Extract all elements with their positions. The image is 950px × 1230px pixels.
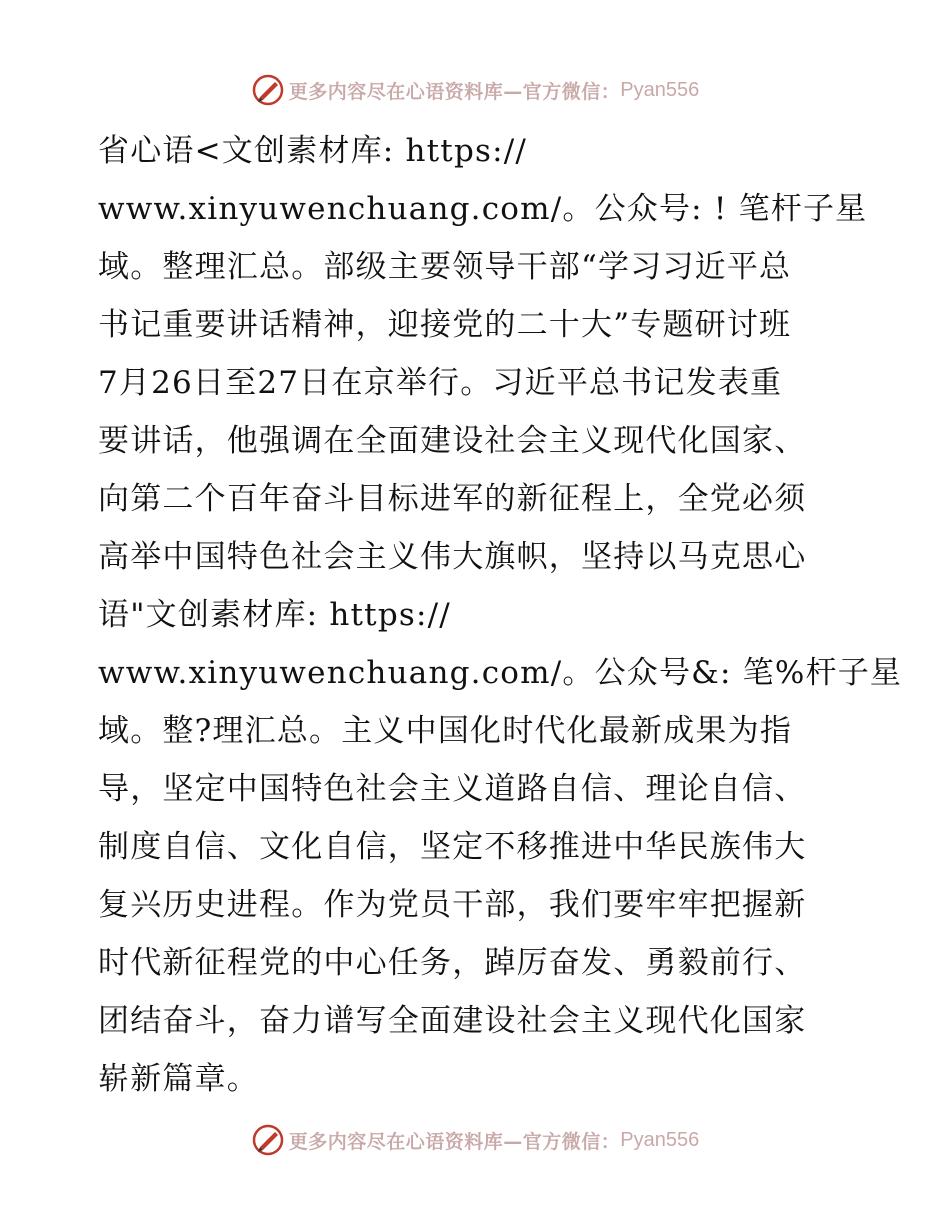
text-line: 要讲话，他强调在全面建设社会主义现代化国家、	[98, 423, 807, 459]
text-line: 语"文创素材库: https://	[98, 597, 451, 633]
text-line: 崭新篇章。	[98, 1061, 259, 1097]
header-banner	[0, 70, 950, 110]
text-line: 导，坚定中国特色社会主义道路自信、理论自信、	[98, 771, 807, 807]
text-line: 制度自信、文化自信，坚定不移推进中华民族伟大	[98, 829, 807, 865]
text-line: 省心语<文创素材库: https://	[98, 133, 528, 169]
footer-banner	[0, 1120, 950, 1160]
text-line: 时代新征程党的中心任务，踔厉奋发、勇毅前行、	[98, 945, 807, 981]
text-line: 域。整理汇总。部级主要领导干部“学习习近平总	[98, 249, 792, 285]
text-line: 7月26日至27日在京举行。习近平总书记发表重	[98, 365, 783, 401]
text-line: 域。整?理汇总。主义中国化时代化最新成果为指	[98, 713, 793, 749]
document-body	[98, 122, 903, 1108]
footer-banner-text: 更多内容尽在心语资料库—官方微信：	[288, 1130, 621, 1153]
text-line: 团结奋斗，奋力谱写全面建设社会主义现代化国家	[98, 1003, 807, 1039]
text-line: 向第二个百年奋斗目标进军的新征程上，全党必须	[98, 481, 807, 517]
footer-wechat-id: Pyan556	[620, 1128, 700, 1151]
text-line: www.xinyuwenchuang.com/。公众号&: 笔%杆子星	[98, 655, 903, 691]
header-wechat-id: Pyan556	[620, 78, 700, 101]
text-line: 复兴历史进程。作为党员干部，我们要牢牢把握新	[98, 887, 807, 923]
text-line: 书记重要讲话精神，迎接党的二十大”专题研讨班	[98, 307, 792, 343]
text-line: www.xinyuwenchuang.com/。公众号: ! 笔杆子星	[98, 191, 868, 227]
logo-icon	[251, 73, 285, 107]
header-banner-text: 更多内容尽在心语资料库—官方微信：	[288, 80, 621, 103]
logo-icon	[251, 1123, 285, 1157]
text-line: 高举中国特色社会主义伟大旗帜，坚持以马克思心	[98, 539, 807, 575]
